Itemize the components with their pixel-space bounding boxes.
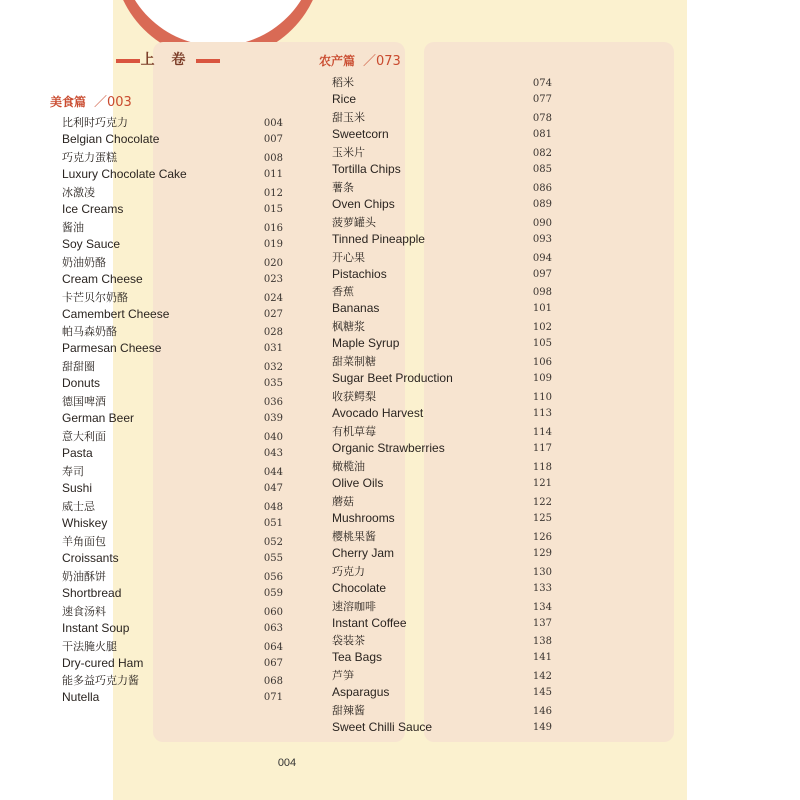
- entry-end-page: 027: [263, 308, 283, 320]
- entry-end-page: 051: [263, 517, 283, 529]
- entry-start-page: 118: [532, 461, 552, 473]
- entry-english-title: Sweetcorn: [332, 126, 389, 141]
- entry-chinese-title: 袋装茶: [332, 634, 365, 648]
- entry-chinese-title: 橄榄油: [332, 459, 365, 473]
- entry-start-page: 138: [532, 636, 552, 648]
- entry-start-page: 016: [263, 222, 283, 234]
- entry-end-page: 129: [532, 547, 552, 559]
- entry-chinese-title: 奶油奶酪: [62, 255, 106, 269]
- entry-chinese-title: 速食汤料: [62, 604, 106, 618]
- section-title: 农产篇: [319, 54, 356, 68]
- entry-start-page: 130: [532, 566, 552, 578]
- entry-chinese-title: 干法腌火腿: [62, 639, 117, 653]
- entry-english-title: Sushi: [62, 481, 93, 495]
- entry-end-page: 117: [532, 443, 552, 454]
- entry-english-title: Camembert Cheese: [62, 306, 170, 321]
- section-heading-agriculture: [319, 50, 401, 69]
- entry-chinese-title: 玉米片: [332, 145, 365, 159]
- entry-english-title: Tinned Pineapple: [332, 231, 425, 246]
- entry-end-page: 035: [263, 378, 283, 390]
- entry-english-title: Bananas: [332, 301, 380, 316]
- entry-start-page: 028: [263, 327, 283, 339]
- entry-english-title: Sugar Beet Production: [332, 371, 453, 386]
- entry-start-page: 068: [263, 676, 283, 688]
- entry-end-page: 011: [263, 168, 283, 180]
- entry-english-title: Cherry Jam: [332, 545, 395, 560]
- entry-chinese-title: 甜玉米: [332, 110, 365, 124]
- entry-start-page: 032: [263, 362, 283, 374]
- entry-chinese-title: 菠萝罐头: [332, 215, 376, 229]
- entry-end-page: 031: [263, 343, 283, 355]
- entry-chinese-title: 蘑菇: [332, 494, 354, 508]
- entry-start-page: 142: [532, 671, 552, 683]
- entry-chinese-title: 巧克力蛋糕: [62, 150, 117, 164]
- entry-start-page: 040: [263, 432, 283, 444]
- entry-english-title: Mushrooms: [332, 510, 395, 525]
- section-start-page: ／003: [94, 95, 132, 110]
- entry-english-title: Pistachios: [332, 266, 387, 281]
- book-page: [113, 0, 687, 800]
- entry-english-title: German Beer: [62, 411, 135, 426]
- entry-chinese-title: 奶油酥饼: [62, 569, 106, 583]
- entry-english-title: Oven Chips: [332, 196, 395, 211]
- entry-start-page: 020: [263, 257, 283, 269]
- entry-english-title: Organic Strawberries: [332, 441, 445, 455]
- entry-english-title: Maple Syrup: [332, 336, 400, 351]
- entry-english-title: Belgian Chocolate: [62, 132, 160, 146]
- entry-english-title: Sweet Chilli Sauce: [332, 720, 433, 735]
- entry-english-title: Croissants: [62, 550, 119, 565]
- entry-chinese-title: 威士忌: [62, 499, 95, 513]
- entry-end-page: 067: [263, 657, 283, 669]
- entry-end-page: 043: [263, 448, 283, 460]
- entry-end-page: 015: [263, 203, 283, 215]
- entry-start-page: 110: [532, 392, 552, 404]
- entry-chinese-title: 甜菜制糖: [332, 355, 376, 369]
- entry-end-page: 121: [532, 477, 552, 489]
- entry-english-title: Olive Oils: [332, 475, 384, 490]
- entry-english-title: Dry-cured Ham: [62, 655, 144, 670]
- entry-english-title: Soy Sauce: [62, 236, 121, 251]
- entry-end-page: 105: [532, 338, 552, 350]
- entry-end-page: 007: [263, 134, 283, 145]
- entry-chinese-title: 巧克力: [332, 564, 365, 578]
- entry-chinese-title: 枫糖浆: [332, 320, 365, 334]
- entry-english-title: Whiskey: [62, 515, 108, 530]
- entry-english-title: Tortilla Chips: [332, 161, 401, 176]
- entry-end-page: 125: [532, 512, 552, 524]
- entry-chinese-title: 甜辣酱: [332, 704, 365, 718]
- entry-end-page: 081: [532, 128, 552, 140]
- entry-start-page: 048: [263, 501, 283, 513]
- entry-chinese-title: 收获鳄梨: [332, 390, 376, 404]
- entry-chinese-title: 薯条: [332, 180, 354, 194]
- entry-end-page: 047: [263, 483, 283, 494]
- entry-start-page: 036: [263, 397, 283, 409]
- entry-end-page: 097: [532, 268, 552, 280]
- entry-end-page: 113: [532, 408, 552, 420]
- entry-chinese-title: 开心果: [332, 250, 365, 264]
- entry-english-title: Nutella: [62, 690, 100, 705]
- entry-start-page: 098: [532, 287, 552, 299]
- entry-chinese-title: 稻米: [332, 76, 354, 89]
- entry-chinese-title: 速溶咖啡: [332, 599, 376, 613]
- entry-chinese-title: 甜甜圈: [62, 360, 95, 374]
- entry-chinese-title: 樱桃果酱: [332, 529, 376, 543]
- entry-start-page: 086: [532, 182, 552, 194]
- entry-start-page: 090: [532, 217, 552, 229]
- entry-start-page: 102: [532, 322, 552, 334]
- entry-end-page: 059: [263, 587, 283, 599]
- entry-start-page: 056: [263, 571, 283, 583]
- entry-english-title: Avocado Harvest: [332, 406, 424, 421]
- entry-start-page: 146: [532, 706, 552, 718]
- entry-english-title: Asparagus: [332, 685, 390, 700]
- entry-end-page: 071: [263, 692, 283, 704]
- entry-english-title: Ice Creams: [62, 201, 124, 216]
- entry-end-page: 101: [532, 303, 552, 315]
- entry-start-page: 094: [532, 252, 552, 264]
- entry-end-page: 077: [532, 94, 552, 105]
- entry-end-page: 063: [263, 622, 283, 634]
- entry-end-page: 019: [263, 238, 283, 250]
- entry-chinese-title: 酱油: [62, 220, 84, 234]
- entry-english-title: Chocolate: [332, 580, 387, 595]
- entry-start-page: 064: [263, 641, 283, 653]
- entry-english-title: Instant Coffee: [332, 615, 407, 630]
- entry-chinese-title: 能多益巧克力酱: [62, 674, 139, 688]
- entry-start-page: 060: [263, 606, 283, 618]
- entry-chinese-title: 卡芒贝尔奶酪: [62, 290, 128, 304]
- entry-start-page: 012: [263, 187, 283, 199]
- entry-end-page: 149: [532, 722, 552, 734]
- entry-end-page: 093: [532, 233, 552, 245]
- entry-start-page: 044: [263, 467, 283, 478]
- title-dash-right: [196, 59, 220, 63]
- section-heading-food: [50, 91, 132, 110]
- entry-chinese-title: 香蕉: [332, 285, 354, 299]
- entry-end-page: 137: [532, 617, 552, 629]
- entry-chinese-title: 芦笋: [332, 669, 354, 683]
- entry-chinese-title: 有机草莓: [332, 425, 376, 438]
- volume-title: 上 卷: [140, 52, 192, 68]
- entry-end-page: 055: [263, 552, 283, 564]
- entry-start-page: 134: [532, 601, 552, 613]
- entry-end-page: 133: [532, 582, 552, 594]
- entry-start-page: 114: [532, 427, 552, 438]
- entry-start-page: 052: [263, 536, 283, 548]
- page-number: 004: [277, 757, 297, 769]
- entry-end-page: 145: [532, 687, 552, 699]
- entry-chinese-title: 寿司: [62, 465, 84, 478]
- entry-end-page: 141: [532, 652, 552, 664]
- entry-start-page: 024: [263, 292, 283, 304]
- entry-end-page: 089: [532, 198, 552, 210]
- entry-start-page: 008: [263, 152, 283, 164]
- entry-chinese-title: 羊角面包: [62, 534, 106, 548]
- entry-start-page: 122: [532, 496, 552, 508]
- entry-english-title: Rice: [332, 92, 357, 106]
- entry-start-page: 078: [532, 112, 552, 124]
- entry-english-title: Cream Cheese: [62, 271, 143, 286]
- entry-english-title: Pasta: [62, 446, 93, 461]
- entry-chinese-title: 意大利面: [62, 430, 106, 444]
- section-start-page: ／073: [363, 54, 401, 69]
- entry-english-title: Tea Bags: [332, 650, 383, 665]
- entry-start-page: 106: [532, 357, 552, 369]
- entry-start-page: 082: [532, 147, 552, 159]
- entry-english-title: Instant Soup: [62, 620, 130, 635]
- entry-chinese-title: 比利时巧克力: [62, 116, 128, 129]
- entry-english-title: Parmesan Cheese: [62, 341, 162, 356]
- entry-start-page: 126: [532, 531, 552, 543]
- entry-chinese-title: 德国啤酒: [62, 395, 106, 409]
- section-title: 美食篇: [50, 95, 87, 109]
- entry-chinese-title: 帕马森奶酪: [62, 325, 117, 339]
- entry-english-title: Shortbread: [62, 585, 122, 600]
- entry-end-page: 023: [263, 273, 283, 285]
- entry-end-page: 109: [532, 373, 552, 385]
- entry-start-page: 004: [263, 118, 283, 129]
- entry-english-title: Luxury Chocolate Cake: [62, 166, 187, 181]
- entry-english-title: Donuts: [62, 376, 101, 391]
- entry-chinese-title: 冰激凌: [62, 185, 95, 199]
- entry-start-page: 074: [532, 78, 552, 89]
- entry-end-page: 085: [532, 163, 552, 175]
- entry-end-page: 039: [263, 413, 283, 425]
